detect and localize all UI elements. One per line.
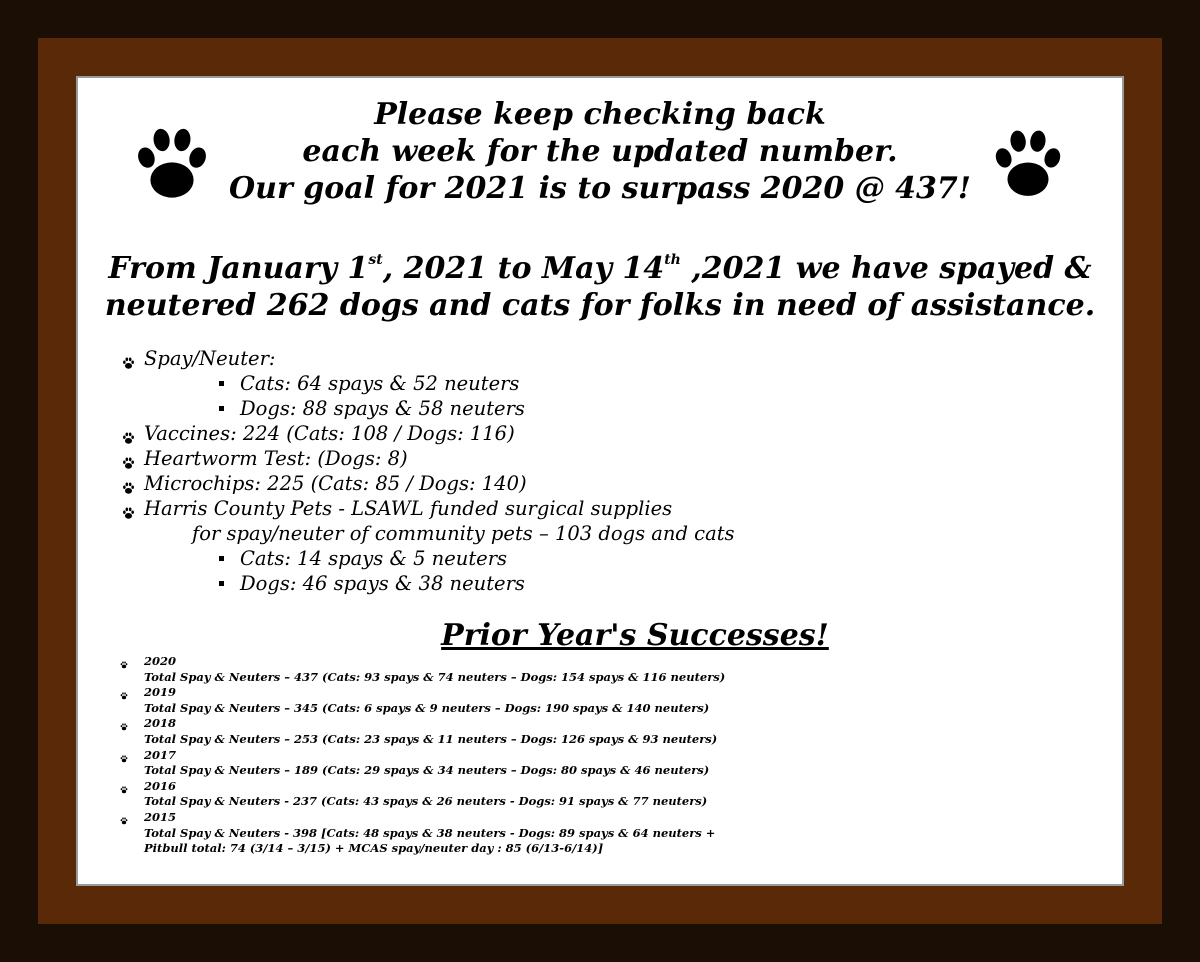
paw-bullet-icon — [122, 451, 135, 464]
flyer-panel — [76, 76, 1124, 886]
paw-bullet-icon — [120, 783, 128, 791]
prior-year-detail: Total Spay & Neuters – 437 (Cats: 93 spays & 74 neuters – Dogs: 154 spays & 116 neuters) — [144, 669, 726, 684]
list-subitem: Dogs: 46 spays & 38 neuters — [122, 571, 1082, 596]
list-item: Spay/Neuter: — [122, 346, 1082, 371]
paw-bullet-icon — [122, 501, 135, 514]
summary-line: neutered 262 dogs and cats for folks in need of assistance. — [104, 288, 1096, 323]
prior-year-label: 2019 — [144, 685, 177, 700]
list-item-continuation: for spay/neuter of community pets – 103 dogs and cats — [192, 522, 735, 545]
list-subitem: Cats: 64 spays & 52 neuters — [122, 371, 1082, 396]
prior-year-label: 2020 — [144, 654, 177, 668]
prior-years-title: Prior Year's Successes! — [441, 618, 829, 653]
prior-year-detail: Total Spay & Neuters – 345 (Cats: 6 spays & 9 neuters – Dogs: 190 spays & 140 neuters) — [144, 700, 710, 715]
prior-year-label: 2017 — [144, 747, 177, 762]
paw-bullet-icon — [122, 426, 135, 439]
paw-bullet-icon — [120, 689, 128, 697]
prior-year-item — [120, 685, 1100, 716]
summary-line: From January 1st, 2021 to May 14th ,2021 we have spayed & — [108, 251, 1092, 286]
paw-bullet-icon — [120, 720, 128, 728]
prior-year-item — [120, 810, 1100, 857]
prior-year-item — [120, 654, 1100, 685]
list-item: Vaccines: 224 (Cats: 108 / Dogs: 116) — [122, 421, 1082, 446]
prior-year-label: 2018 — [144, 716, 177, 731]
headline-line: Please keep checking back — [374, 97, 826, 132]
headline-line: each week for the updated number. — [302, 134, 898, 169]
list-subitem: Dogs: 88 spays & 58 neuters — [122, 396, 1082, 421]
prior-year-detail: Pitbull total: 74 (3/14 – 3/15) + MCAS spay/neuter day : 85 (6/13-6/14)] — [144, 841, 604, 856]
headline-line: Our goal for 2021 is to surpass 2020 @ 437! — [229, 171, 971, 206]
list-item: Harris County Pets - LSAWL funded surgical supplies — [122, 496, 1082, 521]
paw-bullet-icon — [120, 814, 128, 822]
prior-years-list — [120, 654, 1100, 857]
prior-year-detail: Total Spay & Neuters – 253 (Cats: 23 spays & 11 neuters – Dogs: 126 spays & 93 neuters) — [144, 731, 718, 746]
paw-bullet-icon — [120, 658, 128, 666]
prior-year-item — [120, 779, 1100, 810]
list-item: Heartworm Test: (Dogs: 8) — [122, 446, 1082, 471]
stats-list — [122, 346, 1082, 596]
paw-bullet-icon — [122, 351, 135, 364]
summary — [78, 250, 1122, 324]
paw-bullet-icon — [122, 476, 135, 489]
headline — [78, 96, 1122, 207]
prior-year-item — [120, 748, 1100, 779]
prior-year-item — [120, 716, 1100, 747]
prior-year-detail: Total Spay & Neuters - 237 (Cats: 43 spays & 26 neuters - Dogs: 91 spays & 77 neuters) — [144, 794, 708, 809]
paw-bullet-icon — [120, 752, 128, 760]
list-subitem: Cats: 14 spays & 5 neuters — [122, 546, 1082, 571]
prior-year-detail: Total Spay & Neuters - 398 [Cats: 48 spays & 38 neuters - Dogs: 89 spays & 64 neuters + — [144, 825, 716, 840]
prior-year-detail: Total Spay & Neuters – 189 (Cats: 29 spays & 34 neuters – Dogs: 80 spays & 46 neuters) — [144, 763, 710, 778]
list-item: Microchips: 225 (Cats: 85 / Dogs: 140) — [122, 471, 1082, 496]
prior-year-label: 2015 — [144, 809, 177, 824]
prior-year-label: 2016 — [144, 778, 177, 793]
